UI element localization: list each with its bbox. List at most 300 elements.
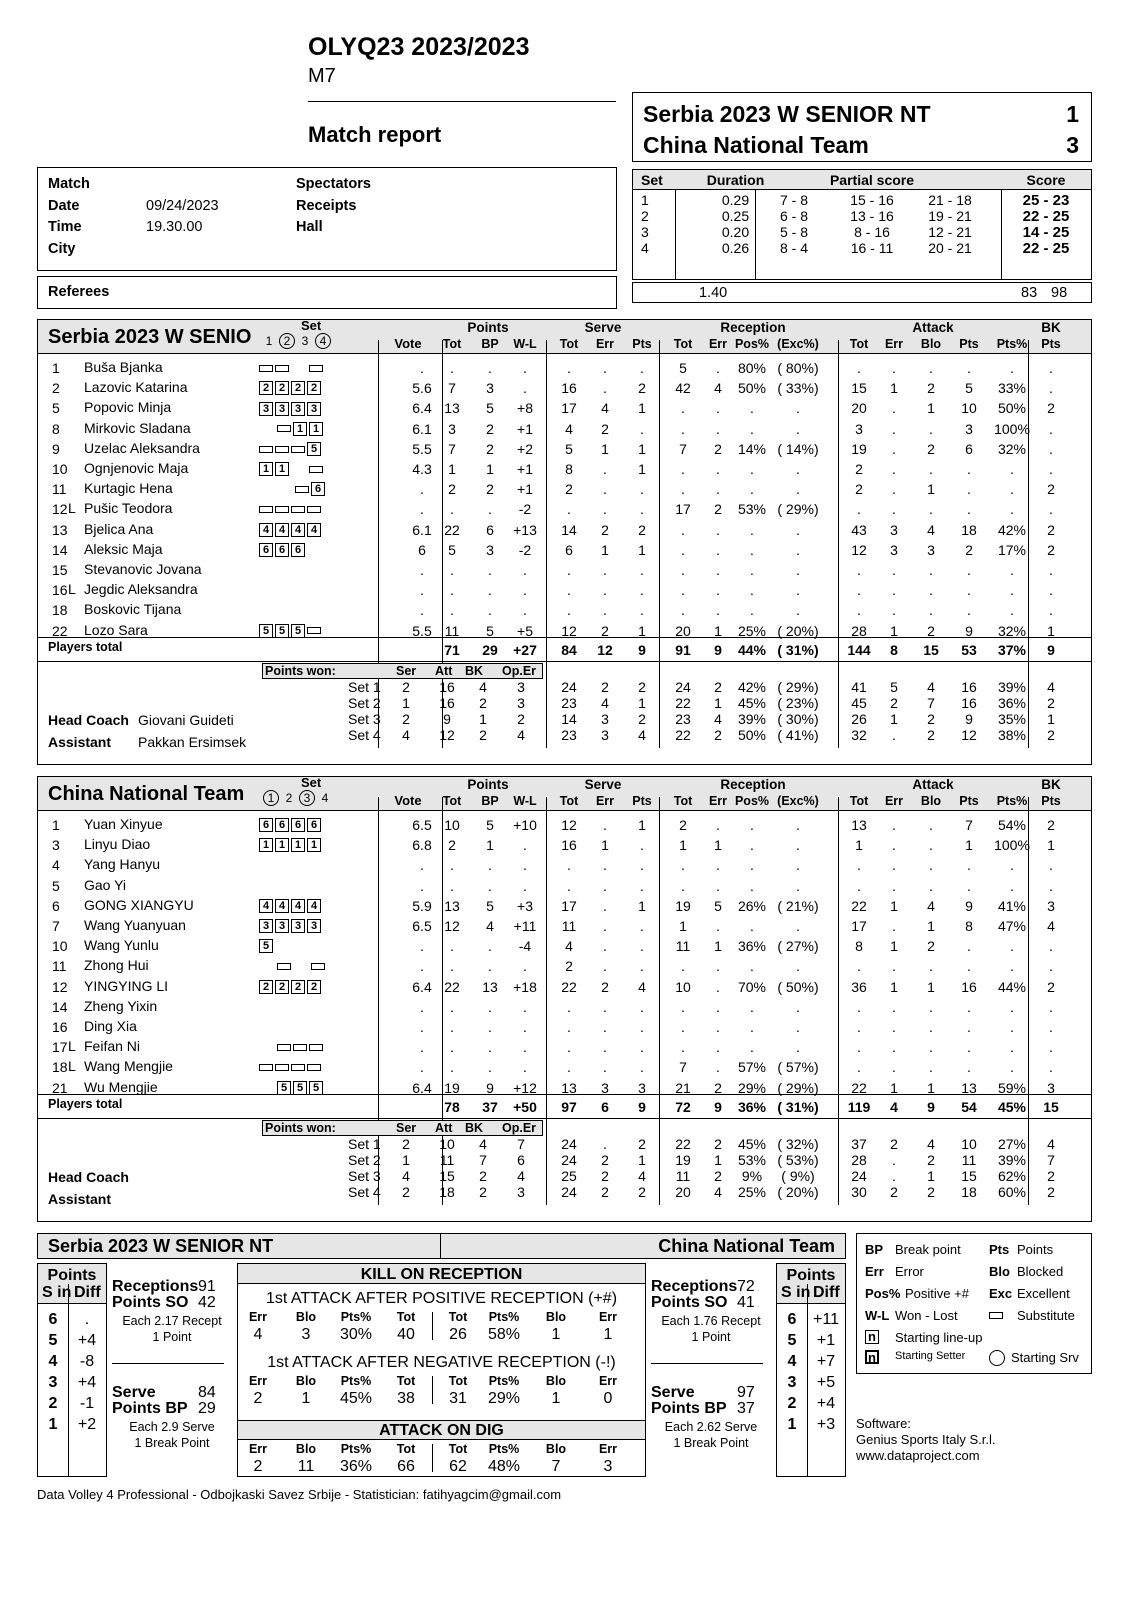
stat-r_tot: 17 (675, 501, 691, 518)
player-name: Ding Xia (84, 1018, 137, 1034)
set-position: 4 (259, 899, 273, 913)
stat-a_ptsp: . (1010, 562, 1014, 578)
stat-wl: . (523, 360, 527, 376)
won-bk: 2 (479, 1184, 487, 1200)
stat-s_tot: . (567, 360, 571, 376)
bottom-team-a: Serbia 2023 W SENIOR NT (48, 1236, 274, 1256)
set-stat-a_pts: 15 (961, 1168, 977, 1184)
stat-a_err: . (892, 360, 896, 376)
stat-r_exc: . (796, 837, 800, 854)
rotation-diff: . (84, 1311, 90, 1328)
stat-r_pos: 57% (737, 1059, 767, 1076)
stat-bk: 2 (1047, 521, 1055, 538)
player-number: 8 (52, 420, 60, 437)
points-won-head (262, 1120, 543, 1136)
stat-r_exc: . (796, 1019, 800, 1035)
each-reception: Each 1.76 Recept (661, 1314, 761, 1328)
stat-wl: +1 (517, 481, 533, 498)
player-name: Linyu Diao (84, 836, 151, 853)
players-total-label: Players total (48, 640, 123, 654)
set-position: 4 (259, 523, 273, 537)
player-sets (259, 836, 323, 852)
set-position: 3 (307, 402, 321, 416)
kill-value-7: 3 (603, 1458, 613, 1475)
set-stat-a_pts: 16 (961, 679, 977, 695)
rotation-diff: +3 (816, 1416, 836, 1433)
footer: Data Volley 4 Professional - Odbojkaski Savez Srbije - Statistician: fatihyagcim@gmail.com (37, 1487, 562, 1502)
set-stat-bk: 2 (1047, 727, 1055, 743)
stat-r_tot: . (681, 521, 685, 538)
total-r_tot: 72 (675, 1099, 691, 1115)
team_a-name: Serbia 2023 W SENIO (48, 326, 252, 348)
libero-flag: L (68, 1058, 76, 1075)
stat-tot: . (450, 1039, 454, 1056)
set-position: 2 (275, 381, 289, 395)
stat-a_err: . (892, 461, 896, 477)
stat-s_pts: . (640, 918, 644, 934)
set-stat-s_err: 2 (601, 1168, 609, 1184)
total-r_tot: 91 (675, 642, 691, 658)
stat-a_blo: 2 (927, 622, 935, 639)
player-number: 16 (52, 1019, 68, 1035)
set-stat-a_tot: 24 (851, 1168, 867, 1184)
player-row (38, 540, 1091, 560)
stat-a_pts: 9 (965, 897, 973, 914)
stat-a_ptsp: 100% (994, 420, 1030, 437)
player-name: Zhong Hui (84, 957, 149, 974)
stat-a_blo: 1 (927, 1079, 935, 1096)
subhead-a_pts: Pts (959, 794, 979, 808)
reception-head: Reception (720, 777, 786, 792)
points-so: 42 (198, 1294, 216, 1311)
total-points-b: 98 (1051, 285, 1068, 301)
player-row (38, 815, 1091, 835)
stat-r_exc: . (796, 877, 800, 894)
player-sets (259, 581, 331, 597)
stat-bp: 3 (486, 380, 494, 397)
stat-bp: . (488, 1059, 492, 1076)
substitute-mark (309, 365, 323, 372)
kill-head-1: Blo (295, 1374, 317, 1388)
stat-r_exc: ( 50%) (777, 978, 819, 995)
set-col-head: Set (301, 775, 322, 790)
stat-wl: . (523, 1019, 527, 1035)
team-a-stats (37, 319, 1092, 765)
stat-s_pts: 1 (638, 400, 646, 417)
stat-s_pts: . (640, 562, 644, 578)
set-stat-a_err: 1 (890, 711, 898, 727)
set-position: 5 (275, 624, 289, 638)
stat-r_tot: 42 (675, 380, 691, 397)
stat-a_err: . (892, 420, 896, 437)
player-name: Buša Bjanka (84, 359, 163, 375)
rec-divider (651, 1363, 763, 1364)
serve-head: Serve (584, 320, 622, 335)
partial-score-2: 8 - 16 (854, 224, 890, 240)
subhead-a_ptsp: Pts% (996, 337, 1028, 351)
stat-a_pts: 18 (961, 521, 977, 538)
stat-a_ptsp: . (1010, 958, 1014, 975)
stat-wl: . (523, 602, 527, 619)
stat-a_pts: . (967, 1039, 971, 1056)
stat-a_ptsp: 32% (997, 622, 1027, 639)
kill-value-6: 1 (551, 1326, 561, 1343)
player-sets (259, 998, 331, 1014)
player-sets (259, 460, 325, 476)
partial-score-1: 5 - 8 (779, 224, 808, 240)
points-so: 41 (737, 1294, 755, 1311)
stat-bp: 4 (486, 918, 494, 934)
stat-r_exc: . (796, 602, 800, 619)
stat-a_tot: . (857, 877, 861, 894)
set-position: 5 (259, 939, 273, 953)
stat-r_err: . (716, 1039, 720, 1056)
won-bk: 4 (479, 679, 487, 695)
stat-r_exc: ( 80%) (777, 360, 819, 376)
subhead-wl: W-L (513, 794, 537, 808)
blo-desc: Blocked (1017, 1264, 1064, 1279)
stat-r_pos: 26% (737, 897, 767, 914)
partial-score-3: 19 - 21 (928, 208, 972, 224)
stat-s_tot: 14 (561, 521, 577, 538)
kill-center-divider (432, 1444, 433, 1472)
set-stat-a_blo: 1 (927, 1168, 935, 1184)
head-coach-label: Head Coach (48, 712, 129, 728)
set-stat-a_blo: 2 (927, 727, 935, 743)
stat-s_tot: . (567, 501, 571, 518)
set-stat-bk: 1 (1047, 711, 1055, 727)
set-position: 3 (291, 919, 305, 933)
set-stat-r_err: 4 (714, 711, 722, 727)
set-stat-r_err: 2 (714, 727, 722, 743)
stat-bk: . (1049, 360, 1053, 376)
stat-s_err: 4 (601, 400, 609, 417)
player-row (38, 997, 1091, 1017)
kill-value-1: 3 (301, 1326, 311, 1343)
points-label: Points (47, 1267, 97, 1284)
stat-r_err: . (716, 360, 720, 376)
set-stat-a_tot: 30 (851, 1184, 867, 1200)
stat-s_tot: 8 (565, 461, 573, 477)
player-number: 18 (52, 1059, 68, 1076)
won-att: 9 (443, 711, 451, 727)
rotation-number: 4 (48, 1353, 58, 1370)
stat-bk: . (1049, 998, 1053, 1015)
stat-r_err: . (716, 978, 720, 995)
player-number: 21 (52, 1079, 68, 1096)
set-stat-a_ptsp: 38% (997, 727, 1027, 743)
player-sets (259, 917, 323, 933)
stat-s_pts: . (640, 837, 644, 854)
stat-a_err: . (892, 582, 896, 599)
stat-tot: . (450, 582, 454, 599)
stat-a_err: 1 (890, 897, 898, 914)
assistant-label: Assistant (48, 1191, 112, 1207)
dig-title: ATTACK ON DIG (379, 1422, 504, 1439)
won-ser: 2 (402, 1184, 410, 1200)
total-s_err: 12 (597, 642, 613, 658)
stat-s_err: . (603, 582, 607, 599)
stat-a_ptsp: . (1010, 501, 1014, 518)
stat-r_tot: . (681, 1019, 685, 1035)
one-point: 1 Point (152, 1330, 192, 1344)
stat-r_err: . (716, 562, 720, 578)
rotation-number: 6 (787, 1311, 797, 1328)
stat-a_tot: . (857, 857, 861, 874)
stat-r_pos: . (750, 562, 754, 578)
stat-wl: +11 (513, 918, 537, 934)
set-position: 1 (291, 838, 305, 852)
serve-count: 84 (198, 1384, 216, 1401)
stat-bp: . (488, 958, 492, 975)
kill-head-5: Pts% (488, 1442, 520, 1456)
set-stat-a_ptsp: 39% (997, 679, 1027, 695)
stat-a_tot: . (857, 1059, 861, 1076)
stat-r_pos: . (750, 1019, 754, 1035)
player-sets (259, 897, 323, 913)
subhead-r_tot: Tot (673, 794, 693, 808)
stat-r_err: . (716, 958, 720, 975)
stat-a_blo: 2 (927, 380, 935, 397)
set-position: 2 (291, 381, 305, 395)
player-row (38, 479, 1091, 499)
set-stat-r_exc: ( 23%) (777, 695, 819, 711)
oper-head: Op.Er (502, 1121, 537, 1135)
subhead-a_blo: Blo (920, 337, 942, 351)
stat-a_err: 1 (890, 622, 898, 639)
total-bp: 37 (482, 1099, 498, 1115)
set-num-3: 3 (301, 334, 309, 348)
set-stat-s_err: 3 (601, 711, 609, 727)
stat-s_err: . (603, 877, 607, 894)
player-number: 1 (52, 360, 60, 376)
stat-r_pos: . (750, 837, 754, 854)
date-label: Date (48, 198, 80, 214)
total-tot: 78 (444, 1099, 460, 1115)
stat-s_tot: 12 (561, 817, 577, 833)
stat-r_pos: . (750, 481, 754, 498)
subhead-a_tot: Tot (849, 337, 869, 351)
stat-wl: -2 (518, 501, 532, 518)
stat-s_err: 2 (601, 978, 609, 995)
rotation-head (777, 1264, 845, 1304)
kill-value-4: 62 (449, 1458, 467, 1475)
stat-s_pts: 1 (638, 440, 646, 457)
set-position: 2 (275, 980, 289, 994)
player-sets (259, 500, 323, 516)
scoreboard (632, 92, 1092, 162)
player-name: Mirkovic Sladana (84, 419, 191, 436)
set-position: 6 (275, 818, 289, 832)
substitute-mark (259, 365, 273, 372)
substitute-mark (309, 1044, 323, 1051)
set-stat-s_err: 3 (601, 727, 609, 743)
total-a_pts: 54 (961, 1099, 977, 1115)
player-number: 4 (52, 857, 60, 874)
set-stat-a_pts: 18 (961, 1184, 977, 1200)
stat-r_err: . (716, 1019, 720, 1035)
total-a_ptsp: 45% (997, 1099, 1027, 1115)
player-number: 10 (52, 938, 68, 955)
stat-a_tot: 2 (855, 461, 863, 477)
stat-r_exc: . (796, 541, 800, 558)
team-b-stats (37, 776, 1092, 1222)
stat-s_tot: 16 (561, 380, 577, 397)
stat-s_err: . (603, 998, 607, 1015)
won-oper: 4 (517, 727, 525, 743)
stat-tot: 22 (444, 978, 460, 995)
total-bk: 15 (1043, 1099, 1059, 1115)
stat-r_pos: . (750, 877, 754, 894)
stat-r_tot: 7 (679, 1059, 687, 1076)
subhead-a_err: Err (884, 794, 904, 808)
stat-r_pos: . (750, 541, 754, 558)
starting-srv-desc: Starting Srv (1011, 1350, 1079, 1365)
rotation-diff: -8 (79, 1353, 95, 1370)
set-stat-a_tot: 45 (851, 695, 867, 711)
substitute-mark (307, 1064, 321, 1071)
stat-a_err: 1 (890, 1079, 898, 1096)
player-sets (259, 521, 323, 537)
player-number: 1 (52, 817, 60, 833)
stat-s_pts: 2 (638, 380, 646, 397)
stat-r_err: . (716, 461, 720, 477)
player-name: Yang Hanyu (84, 856, 161, 873)
stat-r_exc: . (796, 918, 800, 934)
stat-tot: . (450, 958, 454, 975)
kill-value-2: 36% (339, 1458, 373, 1475)
stat-bp: . (488, 998, 492, 1015)
won-att: 12 (439, 727, 455, 743)
won-oper: 3 (517, 695, 525, 711)
stat-r_tot: . (681, 998, 685, 1015)
player-row (38, 956, 1091, 976)
substitute-mark (259, 446, 273, 453)
set-stat-s_tot: 25 (561, 1168, 577, 1184)
player-row (38, 378, 1091, 398)
bottom-team-b-bar (440, 1233, 846, 1259)
player-number: 6 (52, 897, 60, 914)
stat-a_blo: 1 (927, 481, 935, 498)
stat-r_pos: 70% (737, 978, 767, 995)
team_b-name: China National Team (48, 783, 245, 805)
stat-r_tot: . (681, 400, 685, 417)
kill-head-0: Err (248, 1310, 268, 1324)
set-stat-s_tot: 23 (561, 727, 577, 743)
att-head: Att (435, 1121, 453, 1135)
player-number: 15 (52, 562, 68, 578)
stat-r_exc: . (796, 998, 800, 1015)
stat-r_err: . (716, 877, 720, 894)
player-name: Wang Mengjie (84, 1058, 173, 1075)
stat-a_tot: 8 (855, 938, 863, 955)
duration-col-head: Duration (706, 172, 765, 188)
stat-s_tot: . (567, 857, 571, 874)
stat-a_blo: 1 (927, 400, 935, 417)
stat-bk: . (1049, 562, 1053, 578)
reception-count: 91 (198, 1278, 216, 1295)
stat-vote: 5.9 (412, 897, 432, 914)
stat-a_ptsp: . (1010, 582, 1014, 599)
stat-r_exc: ( 20%) (777, 622, 819, 639)
player-row (38, 439, 1091, 459)
stat-a_blo: 2 (927, 938, 935, 955)
set-stat-a_err: 2 (890, 1184, 898, 1200)
player-number: 5 (52, 877, 60, 894)
stat-a_err: . (892, 1039, 896, 1056)
substitute-mark (277, 425, 291, 432)
stat-r_err: . (716, 481, 720, 498)
subhead-bk: Pts (1041, 794, 1061, 808)
player-number: 18 (52, 602, 68, 619)
rotation-number: 3 (787, 1374, 797, 1391)
set-stat-r_exc: ( 53%) (777, 1152, 819, 1168)
sin-label: S in (781, 1284, 811, 1301)
set-stat-s_tot: 24 (561, 1184, 577, 1200)
stat-a_err: 1 (890, 938, 898, 955)
stat-a_blo: . (929, 562, 933, 578)
stat-a_blo: . (929, 877, 933, 894)
total-a_blo: 15 (923, 642, 939, 658)
player-name: Lozo Sara (84, 621, 148, 638)
player-row (38, 1057, 1091, 1077)
player-name: Pušic Teodora (84, 500, 173, 517)
stat-a_ptsp: 59% (997, 1079, 1027, 1096)
date-value: 09/24/2023 (146, 198, 219, 214)
rotation-number: 2 (48, 1395, 58, 1412)
set-stat-s_tot: 24 (561, 1136, 577, 1152)
stat-r_exc: ( 27%) (777, 938, 819, 955)
kill-head-4: Tot (448, 1310, 468, 1324)
stat-bp: 9 (486, 1079, 494, 1096)
set-stat-r_pos: 50% (737, 727, 767, 743)
subhead-wl: W-L (513, 337, 537, 351)
rotation-number: 5 (48, 1332, 58, 1349)
won-oper: 3 (517, 1184, 525, 1200)
total-r_err: 9 (714, 642, 722, 658)
stat-tot: . (450, 562, 454, 578)
player-row (38, 835, 1091, 855)
stat-s_pts: . (640, 958, 644, 975)
stat-s_pts: . (640, 481, 644, 498)
won-att: 16 (439, 679, 455, 695)
subhead-a_tot: Tot (849, 794, 869, 808)
serve-head: Serve (584, 777, 622, 792)
stat-a_pts: . (967, 461, 971, 477)
receipts-label: Receipts (296, 198, 357, 214)
stat-s_tot: 16 (561, 837, 577, 854)
kill-value-0: 4 (253, 1326, 263, 1343)
set-position: 6 (259, 818, 273, 832)
stat-tot: 2 (448, 481, 456, 498)
kill-value-0: 2 (253, 1390, 263, 1407)
stat-bp: . (488, 857, 492, 874)
match-label: Match (48, 176, 90, 192)
substitute-mark (291, 506, 305, 513)
stat-vote: . (420, 958, 424, 975)
stat-r_err: . (716, 1059, 720, 1076)
points-head: Points (467, 777, 509, 792)
kill-value-5: 58% (487, 1326, 521, 1343)
won-bk: 1 (479, 711, 487, 727)
one-break-point: 1 Break Point (134, 1436, 210, 1450)
substitute-mark (259, 1064, 273, 1071)
stat-a_pts: 16 (961, 978, 977, 995)
stat-a_pts: . (967, 1059, 971, 1076)
set-position: 1 (259, 462, 273, 476)
set-position: 6 (275, 543, 289, 557)
set-stat-a_pts: 9 (965, 711, 973, 727)
